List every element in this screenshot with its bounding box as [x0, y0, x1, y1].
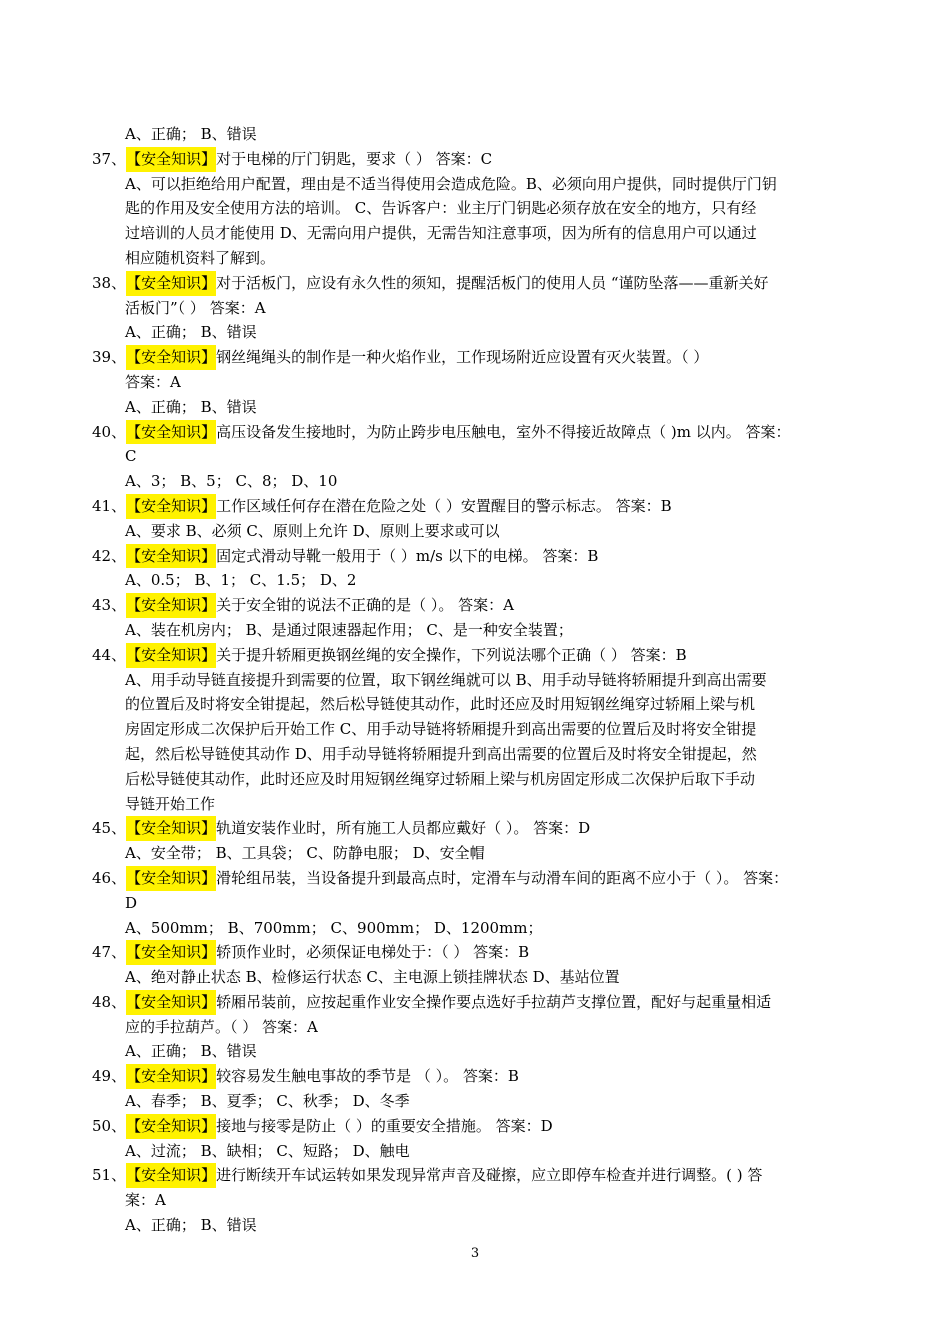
option-line: 应的手拉葫芦。（ ） 答案：A: [125, 1017, 318, 1036]
question-number: 38、: [92, 273, 127, 292]
question-text: 固定式滑动导靴一般用于（ ）m/s 以下的电梯。 答案：B: [216, 546, 599, 565]
question-line: [92, 1163, 832, 1188]
option-line: 导链开始工作: [125, 794, 216, 813]
option-line: 的位置后及时将安全钳提起，然后松导链使其动作，此时还应及时用短钢丝绳穿过轿厢上梁与机: [125, 695, 756, 714]
question-text: 工作区域任何存在潜在危险之处（ ）安置醒目的警示标志。 答案：B: [216, 496, 672, 515]
question-text: 轨道安装作业时，所有施工人员都应戴好（ ）。 答案：D: [216, 819, 591, 838]
question-list: [92, 122, 832, 1238]
option-line: A、正确； B、错误: [125, 323, 257, 342]
category-tag: 【安全知识】: [126, 271, 216, 296]
option-line: A、正确； B、错误: [125, 1216, 257, 1235]
question-number: 45、: [92, 819, 127, 838]
option-line: 起，然后松导链使其动作 D、用手动导链将轿厢提升到高出需要的位置后及时将安全钳提起，然: [125, 744, 757, 763]
question-text: 较容易发生触电事故的季节是 （ ）。 答案：B: [216, 1067, 519, 1086]
category-tag: 【安全知识】: [126, 147, 216, 172]
option-line: A、0.5； B、1； C、1.5； D、2: [125, 571, 357, 590]
option-line: 过培训的人员才能使用 D、无需向用户提供，无需告知注意事项，因为所有的信息用户可以通过: [125, 224, 757, 243]
option-line: A、正确； B、错误: [125, 125, 257, 143]
category-tag: 【安全知识】: [126, 1064, 216, 1089]
question-text: 对于活板门，应设有永久性的须知，提醒活板门的使用人员 “谨防坠落——重新关好: [216, 273, 769, 292]
question-number: 44、: [92, 645, 127, 664]
page-number: 3: [470, 1246, 480, 1261]
question-number: 46、: [92, 868, 127, 887]
category-tag: 【安全知识】: [126, 593, 216, 618]
option-line: D: [125, 893, 138, 912]
option-line: A、正确； B、错误: [125, 397, 257, 416]
category-tag: 【安全知识】: [126, 544, 216, 569]
option-line: 活板门”（ ） 答案：A: [125, 298, 266, 317]
question-line: [92, 271, 832, 296]
option-line: C: [125, 447, 137, 466]
option-line: A、可以拒绝给用户配置，理由是不适当得使用会造成危险。B、必须向用户提供，同时提供厅门钥: [125, 174, 777, 193]
category-tag: 【安全知识】: [126, 345, 216, 370]
question-text: 进行断续开车试运转如果发现异常声音及碰擦，应立即停车检查并进行调整。( ) 答: [216, 1166, 763, 1185]
question-number: 43、: [92, 596, 127, 615]
question-line: [92, 1114, 832, 1139]
question-text: 对于电梯的厅门钥匙，要求（ ） 答案：C: [216, 149, 493, 168]
category-tag: 【安全知识】: [126, 1114, 216, 1139]
question-line: [92, 643, 832, 668]
category-tag: 【安全知识】: [126, 990, 216, 1015]
option-line: 案：A: [125, 1191, 166, 1210]
option-line: A、3； B、5； C、8； D、10: [125, 472, 338, 491]
option-line: 答案：A: [125, 372, 181, 391]
option-line: A、要求 B、必须 C、原则上允许 D、原则上要求或可以: [125, 521, 500, 540]
question-line: [92, 345, 832, 370]
question-line: [92, 990, 832, 1015]
question-text: 轿厢吊装前，应按起重作业安全操作要点选好手拉葫芦支撑位置，配好与起重量相适: [216, 992, 772, 1011]
question-text: 高压设备发生接地时，为防止跨步电压触电，室外不得接近故障点（ )m 以内。 答案：: [216, 422, 791, 441]
question-line: [92, 1064, 832, 1089]
question-number: 48、: [92, 992, 127, 1011]
question-line: [92, 940, 832, 965]
category-tag: 【安全知识】: [126, 940, 216, 965]
question-number: 49、: [92, 1067, 127, 1086]
option-line: A、500mm； B、700mm； C、900mm； D、1200mm；: [125, 918, 543, 937]
option-line: A、正确； B、错误: [125, 1042, 257, 1061]
option-line: 房固定形成二次保护后开始工作 C、用手动导链将轿厢提升到高出需要的位置后及时将安全钳提: [125, 720, 757, 739]
option-line: A、春季； B、夏季； C、秋季； D、冬季: [125, 1092, 410, 1111]
question-text: 滑轮组吊装，当设备提升到最高点时，定滑车与动滑车间的距离不应小于（ ）。 答案：: [216, 868, 789, 887]
question-line: [92, 494, 832, 519]
category-tag: 【安全知识】: [126, 866, 216, 891]
category-tag: 【安全知识】: [126, 643, 216, 668]
question-text: 钢丝绳绳头的制作是一种火焰作业，工作现场附近应设置有灭火装置。（ ）: [216, 348, 709, 367]
question-line: [92, 147, 832, 172]
category-tag: 【安全知识】: [126, 816, 216, 841]
question-text: 接地与接零是防止（ ）的重要安全措施。 答案：D: [216, 1116, 553, 1135]
question-number: 42、: [92, 546, 127, 565]
question-text: 轿顶作业时，必须保证电梯处于：（ ） 答案：B: [216, 943, 530, 962]
option-line: A、绝对静止状态 B、检修运行状态 C、主电源上锁挂牌状态 D、基站位置: [125, 968, 620, 987]
question-line: [92, 593, 832, 618]
question-number: 39、: [92, 348, 127, 367]
category-tag: 【安全知识】: [126, 1163, 216, 1188]
question-line: [92, 866, 832, 891]
question-number: 47、: [92, 943, 127, 962]
question-line: [92, 816, 832, 841]
question-text: 关于提升轿厢更换钢丝绳的安全操作，下列说法哪个正确（ ） 答案：B: [216, 645, 687, 664]
question-line: [92, 420, 832, 445]
question-line: [92, 544, 832, 569]
option-line: A、过流； B、缺相； C、短路； D、触电: [125, 1141, 410, 1160]
question-number: 41、: [92, 496, 127, 515]
question-number: 40、: [92, 422, 127, 441]
option-line: A、装在机房内； B、是通过限速器起作用； C、是一种安全装置；: [125, 620, 573, 639]
option-line: 后松导链使其动作，此时还应及时用短钢丝绳穿过轿厢上梁与机房固定形成二次保护后取下手动: [125, 769, 756, 788]
option-line: A、用手动导链直接提升到需要的位置，取下钢丝绳就可以 B、用手动导链将轿厢提升到高出需要: [125, 670, 767, 689]
category-tag: 【安全知识】: [126, 494, 216, 519]
category-tag: 【安全知识】: [126, 420, 216, 445]
option-line: 匙的作用及安全使用方法的培训。 C、告诉客户：业主厅门钥匙必须存放在安全的地方，只有经: [125, 199, 757, 218]
question-number: 50、: [92, 1116, 127, 1135]
option-line: 相应随机资料了解到。: [125, 248, 276, 267]
question-text: 关于安全钳的说法不正确的是（ ）。 答案：A: [216, 596, 514, 615]
option-line: A、安全带； B、工具袋； C、防静电服； D、安全帽: [125, 844, 485, 863]
question-number: 37、: [92, 149, 127, 168]
question-number: 51、: [92, 1166, 127, 1185]
